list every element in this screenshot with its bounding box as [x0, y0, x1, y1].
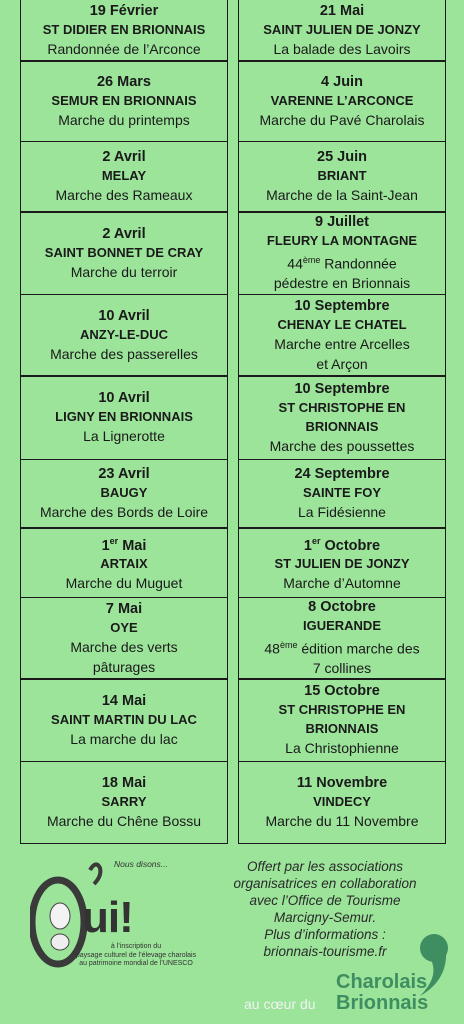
event-cell: [238, 678, 446, 762]
event-cell: [20, 761, 228, 844]
inscription-line: paysage culturel de l’élevage charolais: [75, 951, 197, 959]
footer-line: organisatrices en collaboration: [233, 876, 417, 891]
event-description: Marche du 11 Novembre: [265, 812, 419, 829]
event-date: 10 Septembre: [294, 297, 390, 314]
event-description: et Arçon: [316, 355, 368, 372]
event-place: SAINT MARTIN DU LAC: [51, 711, 197, 727]
event-place: ST DIDIER EN BRIONNAIS: [42, 21, 206, 37]
event-place: ARTAIX: [100, 556, 148, 572]
event-description: Marche des passerelles: [50, 345, 198, 362]
event-description: pâturages: [92, 658, 156, 675]
brand-line: Brionnais: [336, 992, 429, 1014]
event-cell: [238, 761, 446, 844]
event-cell: [238, 141, 446, 213]
event-cell: [238, 0, 446, 62]
event-cell: [238, 60, 446, 142]
inscription-line: au patrimoine mondial de l’UNESCO: [79, 960, 193, 967]
footer-line: Offert par les associations: [246, 859, 404, 874]
event-place: ST CHRISTOPHE EN BRIONNAIS: [278, 702, 406, 736]
event-cell: [20, 294, 228, 377]
event-description: Marche du Pavé Charolais: [259, 111, 425, 128]
event-cell: [238, 211, 446, 295]
event-description: Marche de la Saint-Jean: [266, 187, 418, 203]
event-date: 1er Octobre: [303, 535, 381, 554]
event-place: OYE: [110, 619, 138, 635]
event-description: La balade des Lavoirs: [273, 40, 411, 57]
event-date: 9 Juillet: [315, 213, 369, 230]
ordinal-suffix: ème: [279, 639, 298, 650]
event-date: 19 Février: [89, 2, 159, 19]
event-place: BAUGY: [100, 485, 148, 500]
inscription-line: à l’inscription du: [110, 943, 162, 950]
event-date: 14 Mai: [101, 692, 147, 709]
event-description: Marche des Bords de Loire: [39, 504, 209, 520]
event-description: Marche des Rameaux: [55, 187, 193, 203]
event-cell: [20, 60, 228, 142]
event-place: LIGNY EN BRIONNAIS: [55, 409, 193, 424]
event-date: 10 Avril: [98, 390, 150, 406]
ordinal-suffix: ème: [302, 254, 321, 265]
event-date: 15 Octobre: [304, 683, 380, 699]
event-calendar-grid: [20, 0, 446, 844]
event-description: Marche du Muguet: [65, 575, 183, 592]
event-place: VINDECY: [313, 793, 371, 809]
event-place: ST CHRISTOPHE EN BRIONNAIS: [278, 399, 406, 434]
brand-line: Charolais: [336, 971, 428, 993]
event-description: La marche du lac: [70, 730, 178, 747]
event-description: 48ème édition marche des: [264, 639, 420, 657]
event-cell: [238, 527, 446, 598]
event-description: La Lignerotte: [83, 428, 165, 444]
charolais-brionnais-logo: [336, 972, 428, 1014]
footer-line: Marcigny-Semur.: [273, 910, 377, 925]
event-cell: [20, 527, 228, 598]
event-date: 8 Octobre: [308, 598, 376, 615]
au-coeur-text: au cœur du: [244, 996, 316, 1012]
event-date: 7 Mai: [105, 600, 143, 617]
event-place: ANZY-LE-DUC: [79, 326, 169, 342]
event-place: SAINT BONNET DE CRAY: [44, 244, 204, 260]
event-cell: [20, 459, 228, 529]
event-cell: [20, 141, 228, 213]
event-description: Marche des poussettes: [269, 437, 415, 454]
event-date: 23 Avril: [98, 466, 150, 482]
event-date: 26 Mars: [96, 73, 151, 90]
event-description: 7 collines: [312, 660, 372, 677]
event-description: Marche des verts: [70, 638, 178, 655]
event-description: Marche du Chêne Bossu: [46, 812, 202, 829]
date-ordinal: er: [109, 535, 119, 546]
event-cell: [20, 375, 228, 460]
event-cell: [238, 294, 446, 377]
event-place: SAINTE FOY: [302, 485, 381, 500]
oui-text: ui!: [82, 893, 133, 942]
nous-disons-text: Nous disons...: [114, 859, 168, 869]
event-cell: [20, 211, 228, 295]
event-description: Marche d’Automne: [283, 575, 401, 592]
event-cell: [238, 375, 446, 460]
event-place: VARENNE L’ARCONCE: [270, 92, 414, 108]
event-date: 24 Septembre: [294, 466, 390, 482]
event-place: ST JULIEN DE JONZY: [274, 556, 410, 572]
event-place: FLEURY LA MONTAGNE: [266, 232, 418, 248]
event-place: SEMUR EN BRIONNAIS: [51, 92, 197, 108]
footer-line: avec l’Office de Tourisme: [249, 893, 401, 908]
event-place: BRIANT: [317, 168, 367, 183]
event-description: pédestre en Brionnais: [273, 275, 411, 292]
event-date: 1er Mai: [101, 535, 147, 554]
event-cell: [20, 678, 228, 762]
event-date: 18 Mai: [101, 774, 147, 791]
unesco-inscription: [70, 943, 202, 969]
event-place: IGUERANDE: [302, 617, 381, 633]
event-date: 10 Septembre: [294, 380, 390, 397]
footer-website: brionnais-tourisme.fr: [263, 944, 387, 959]
event-description: Marche entre Arcelles: [274, 335, 410, 352]
event-cell: [238, 597, 446, 680]
date-ordinal: er: [311, 535, 321, 546]
event-date: 2 Avril: [102, 225, 146, 242]
event-date: 2 Avril: [102, 149, 146, 165]
event-cell: [20, 0, 228, 62]
event-cell: [20, 597, 228, 680]
event-date: 11 Novembre: [296, 774, 388, 791]
event-description: 44ème Randonnée: [287, 254, 397, 272]
event-place: SARRY: [101, 793, 147, 809]
footer-line: Plus d’informations :: [264, 927, 386, 942]
event-description: La Christophienne: [285, 740, 399, 756]
event-description: Marche du printemps: [58, 111, 190, 128]
event-date: 21 Mai: [319, 2, 365, 19]
event-place: SAINT JULIEN DE JONZY: [263, 21, 421, 37]
event-date: 10 Avril: [98, 307, 150, 324]
event-description: La Fidésienne: [298, 504, 386, 520]
event-place: CHENAY LE CHATEL: [277, 316, 407, 332]
event-cell: [238, 459, 446, 529]
event-place: MELAY: [101, 168, 147, 183]
event-date: 25 Juin: [317, 149, 367, 165]
event-description: Marche du terroir: [70, 263, 178, 280]
event-date: 4 Juin: [321, 73, 363, 90]
event-description: Randonnée de l’Arconce: [47, 40, 201, 57]
